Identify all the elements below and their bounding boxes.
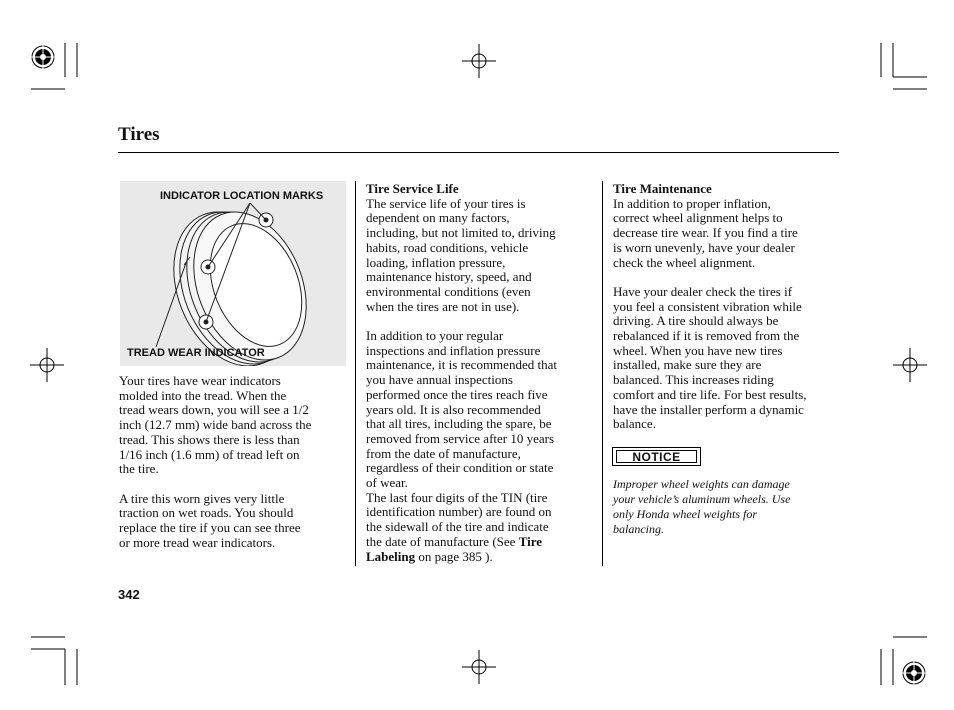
text-line: balance.	[613, 416, 656, 432]
tire-labeling-link[interactable]: Tire	[518, 533, 543, 549]
text-line: comfort and tire life. For best results,	[613, 386, 807, 402]
wear-indicator-text	[119, 374, 347, 550]
text-line: Have your dealer check the tires if	[613, 283, 793, 299]
text-line: replace the tire if you can see three	[119, 520, 301, 536]
text-line: from the date of manufacture,	[366, 445, 521, 461]
text-line: including, but not limited to, driving	[366, 225, 556, 241]
text-line: environmental conditions (even	[366, 283, 531, 299]
text-line: The last four digits of the TIN (tire	[366, 489, 548, 505]
text-line: years old. It is also recommended	[366, 401, 541, 417]
text-line: wheel. When you have new tires	[613, 342, 783, 358]
text-line: Your tires have wear indicators	[119, 373, 281, 388]
tread-wear-indicator-label: TREAD WEAR INDICATOR	[127, 347, 265, 359]
text-line: only Honda wheel weights for	[613, 507, 757, 521]
tire-service-life-section	[366, 182, 598, 564]
text-line: The service life of your tires is	[366, 195, 526, 211]
text-line: regardless of their condition or state	[366, 460, 554, 476]
section-heading: Tire Maintenance	[613, 181, 712, 196]
text-line: maintenance history, speed, and	[366, 269, 532, 285]
notice-label: NOTICE	[616, 450, 697, 463]
tire-maintenance-section	[613, 182, 845, 432]
tire-illustration	[120, 181, 346, 366]
text-line: In addition to your regular	[366, 328, 504, 344]
section-heading: Tire Service Life	[366, 181, 459, 196]
page-title: Tires	[118, 124, 160, 145]
text-line: you feel a consistent vibration while	[613, 298, 802, 314]
text-line: identification number) are found on	[366, 504, 552, 520]
text-line: maintenance, it is recommended that	[366, 357, 557, 373]
text-line: A tire this worn gives very little	[119, 490, 285, 506]
text-line: traction on wet roads. You should	[119, 505, 294, 521]
text-line: is worn unevenly, have your dealer	[613, 239, 795, 255]
text-line: balancing.	[613, 522, 664, 536]
text-line: In addition to proper inflation,	[613, 195, 771, 211]
text-line: tread wears down, you will see a 1/2	[119, 402, 309, 418]
text-line: tread. This shows there is less than	[119, 431, 300, 447]
text-line: performed once the tires reach five	[366, 386, 548, 402]
notice-text	[613, 477, 845, 537]
text-line: or more tread wear indicators.	[119, 534, 276, 550]
notice-box	[612, 447, 701, 466]
text-line	[366, 550, 598, 565]
text-line: installed, make sure they are	[613, 357, 762, 373]
registration-target-icon	[31, 45, 55, 69]
column-divider	[355, 181, 356, 566]
text-line: driving. A tire should always be	[613, 313, 779, 329]
page-number: 342	[118, 587, 140, 602]
text-line: inch (12.7 mm) wide band across the	[119, 417, 312, 433]
title-rule	[118, 152, 839, 153]
indicator-location-label: INDICATOR LOCATION MARKS	[160, 190, 324, 202]
text-line: you have annual inspections	[366, 372, 513, 388]
text-line: of wear.	[366, 475, 408, 491]
text-line: habits, road conditions, vehicle	[366, 239, 529, 255]
text-line: 1/16 inch (1.6 mm) of tread left on	[119, 446, 300, 462]
text-line: your vehicle’s aluminum wheels. Use	[613, 492, 791, 506]
text-line: when the tires are not in use).	[366, 298, 520, 314]
tire-labeling-link[interactable]: Labeling	[366, 548, 416, 564]
text-line: correct wheel alignment helps to	[613, 210, 783, 226]
text-line: the tire.	[119, 461, 159, 477]
text-line: check the wheel alignment.	[613, 254, 756, 270]
text-line: rebalanced if it is removed from the	[613, 328, 800, 344]
text-line: inspections and inflation pressure	[366, 342, 541, 358]
text-line: molded into the tread. When the	[119, 387, 287, 403]
text-run: on page 385 ).	[415, 548, 493, 564]
text-line: have the installer perform a dynamic	[613, 401, 804, 417]
text-line: loading, inflation pressure,	[366, 254, 506, 270]
text-line	[366, 535, 598, 550]
text-line: decrease tire wear. If you find a tire	[613, 225, 798, 241]
text-line: the sidewall of the tire and indicate	[366, 519, 549, 535]
text-line: dependent on many factors,	[366, 210, 510, 226]
text-line: balanced. This increases riding	[613, 372, 774, 388]
tire-drawing	[120, 181, 346, 366]
registration-target-icon	[902, 661, 926, 685]
text-line: that all tires, including the spare, be	[366, 416, 552, 432]
text-run: the date of manufacture (See	[366, 533, 519, 549]
text-line: removed from service after 10 years	[366, 430, 555, 446]
text-line: Improper wheel weights can damage	[613, 477, 790, 491]
column-divider	[602, 181, 603, 566]
